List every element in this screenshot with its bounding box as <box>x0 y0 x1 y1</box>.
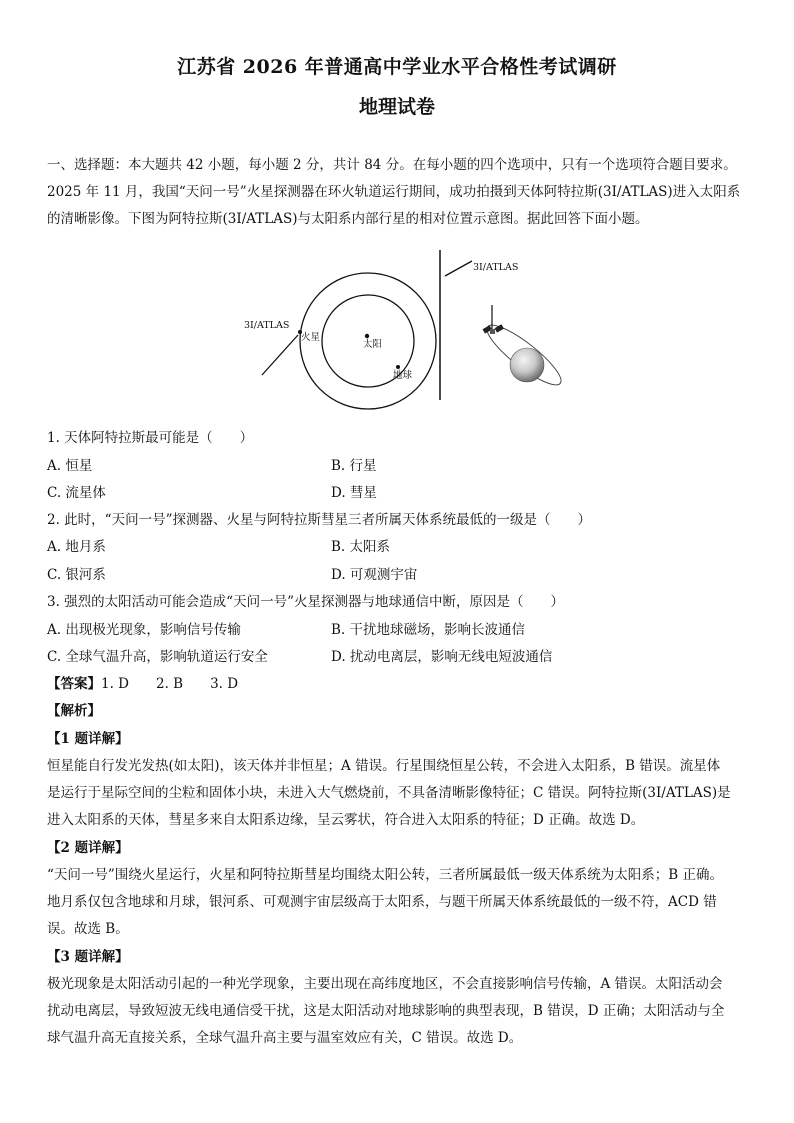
sun-label: 太阳 <box>363 339 383 350</box>
sun-dot <box>365 334 369 338</box>
answer-values: 1. D 2. B 3. D <box>101 676 239 692</box>
analysis-q3-line: 扰动电离层，导致短波无线电通信受干扰，这是太阳活动对地球影响的典型表现，B 错误，D 正确；太阳活动与全 <box>47 1003 725 1019</box>
earth-label: 地球 <box>393 370 413 381</box>
question-3-option-c: C. 全球气温升高，影响轨道运行安全 <box>47 649 268 665</box>
question-stem-line: 2025 年 11 月，我国“天问一号”火星探测器在环火轨道运行期间，成功拍摄到天体阿特拉斯(3I/ATLAS)进入太阳系 <box>47 184 741 200</box>
probe-icon <box>483 305 504 334</box>
analysis-q3-line: 球气温升高无直接关系，全球气温升高主要与温室效应有关，C 错误。故选 D。 <box>47 1030 523 1046</box>
question-1-option-d: D. 彗星 <box>331 485 377 501</box>
analysis-q2-line: “天问一号”围绕火星运行，火星和阿特拉斯彗星均围绕太阳公转，三者所属最低一级天体系统为太阳系；B 正确。 <box>47 867 724 883</box>
analysis-q1-label: 【1 题详解】 <box>47 731 129 747</box>
question-2-stem: 2. 此时，“天问一号”探测器、火星与阿特拉斯彗星三者所属天体系统最低的一级是（ ） <box>47 512 591 528</box>
question-3-stem: 3. 强烈的太阳活动可能会造成“天问一号”火星探测器与地球通信中断，原因是（ ） <box>47 594 564 610</box>
section-instruction: 一、选择题：本大题共 42 小题，每小题 2 分，共计 84 分。在每小题的四个选项中，只有一个选项符合题目要求。 <box>47 157 737 173</box>
analysis-q3-line: 极光现象是太阳活动引起的一种光学现象，主要出现在高纬度地区，不会直接影响信号传输，A 错误。太阳活动会 <box>47 976 723 992</box>
document-title: 江苏省 2026 年普通高中学业水平合格性考试调研 <box>177 56 617 78</box>
question-1-option-b: B. 行星 <box>331 458 377 474</box>
document-subtitle: 地理试卷 <box>358 96 435 118</box>
analysis-q1-line: 进入太阳系的天体，彗星多来自太阳系边缘，呈云雾状，符合进入太阳系的特征；D 正确。故选 D。 <box>47 812 645 828</box>
question-2-option-d: D. 可观测宇宙 <box>331 567 418 583</box>
question-2-option-c: C. 银河系 <box>47 567 106 583</box>
question-1-option-a: A. 恒星 <box>47 458 93 474</box>
answer-label: 【答案】 <box>47 676 101 692</box>
analysis-q1-line: 是运行于星际空间的尘粒和固体小块，未进入大气燃烧前，不具备清晰影像特征；C 错误。阿特拉斯(3I/ATLAS)是 <box>47 785 731 801</box>
earth-dot <box>396 365 400 369</box>
question-1-option-c: C. 流星体 <box>47 485 106 501</box>
analysis-q2-line: 地月系仅包含地球和月球，银河系、可观测宇宙层级高于太阳系，与题干所属天体系统最低的一级不符，ACD 错 <box>47 894 717 910</box>
analysis-label: 【解析】 <box>47 703 101 719</box>
mars-label: 火星 <box>301 332 321 343</box>
question-1-stem: 1. 天体阿特拉斯最可能是（ ） <box>47 430 254 446</box>
solar-system-diagram <box>240 245 600 410</box>
analysis-q3-label: 【3 题详解】 <box>47 949 129 965</box>
question-stem-line: 的清晰影像。下图为阿特拉斯(3I/ATLAS)与太阳系内部行星的相对位置示意图。据此回答下面小题。 <box>47 211 649 227</box>
analysis-q1-line: 恒星能自行发光发热(如太阳)，该天体并非恒星；A 错误。行星围绕恒星公转，不会进入太阳系，B 错误。流星体 <box>47 758 721 774</box>
analysis-q2-line: 误。故选 B。 <box>47 921 129 937</box>
question-3-option-d: D. 扰动电离层，影响无线电短波通信 <box>331 649 553 665</box>
question-2-option-a: A. 地月系 <box>47 539 106 555</box>
atlas-label-right: 3I/ATLAS <box>473 262 519 273</box>
question-2-option-b: B. 太阳系 <box>331 539 391 555</box>
question-3-option-b: B. 干扰地球磁场，影响长波通信 <box>331 622 526 638</box>
analysis-q2-label: 【2 题详解】 <box>47 840 129 856</box>
atlas-trajectory-left <box>262 335 298 375</box>
question-3-option-a: A. 出现极光现象，影响信号传输 <box>47 622 241 638</box>
mars-planet <box>510 348 544 382</box>
atlas-label-left: 3I/ATLAS <box>244 320 290 331</box>
atlas-trajectory-right <box>445 261 472 276</box>
answer-line <box>47 671 752 698</box>
